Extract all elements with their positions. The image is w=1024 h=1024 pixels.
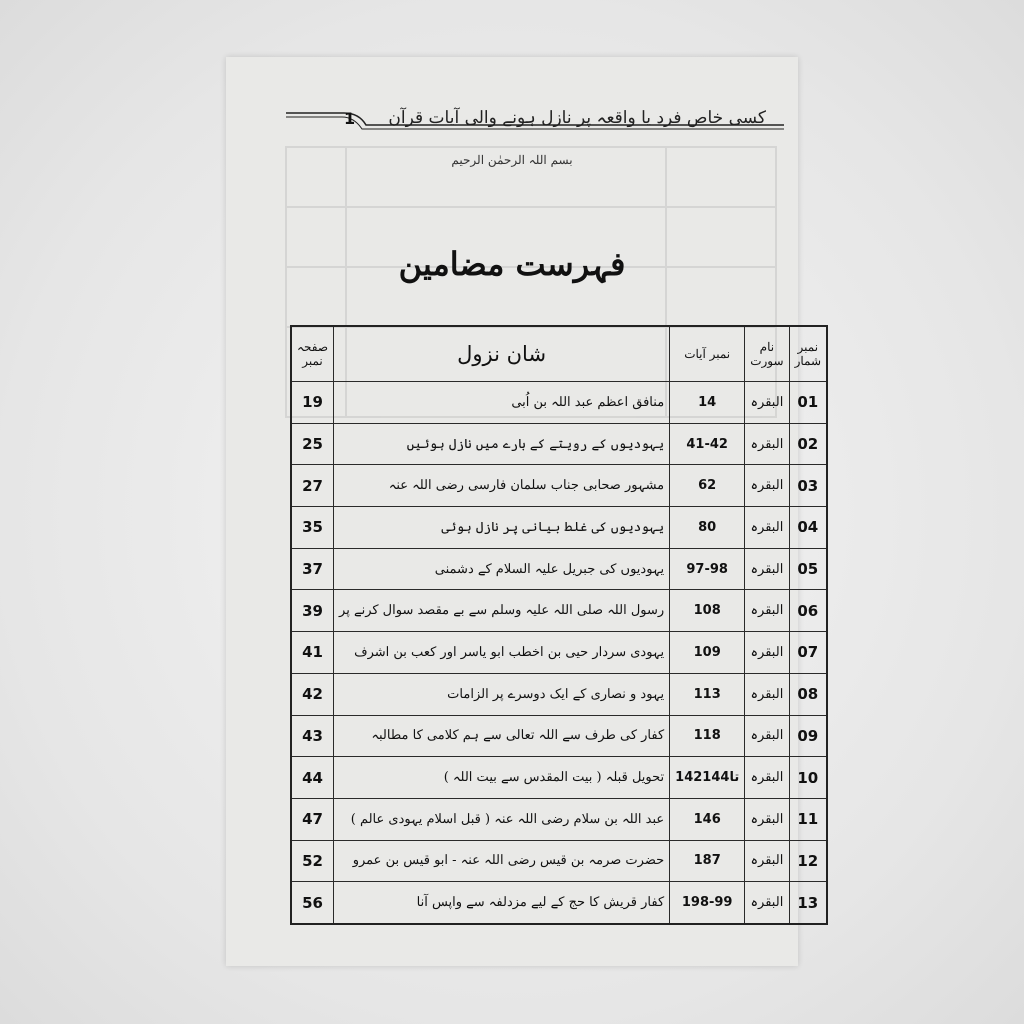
row-description: عبد اللہ بن سلام رضی اللہ عنہ ( قبل اسلام یہودی عالم ) — [334, 798, 670, 840]
row-page-number: 47 — [291, 798, 334, 840]
row-ayat: 97-98 — [670, 548, 745, 590]
header-description: شان نزول — [334, 326, 670, 382]
row-description: کفار کی طرف سے اللہ تعالی سے ہم کلامی کا مطالبہ — [334, 715, 670, 757]
table-row — [291, 382, 827, 424]
row-page-number: 35 — [291, 507, 334, 549]
row-ayat: 198-99 — [670, 882, 745, 924]
row-surah: البقرہ — [745, 548, 789, 590]
row-description: مشہور صحابی جناب سلمان فارسی رضی اللہ عنہ — [334, 465, 670, 507]
row-page-number: 41 — [291, 632, 334, 674]
row-ayat: 14 — [670, 382, 745, 424]
row-ayat: 108 — [670, 590, 745, 632]
page-title: فہرست مضامین — [398, 245, 626, 283]
running-header — [284, 102, 774, 132]
row-serial: 12 — [789, 840, 827, 882]
row-serial: 11 — [789, 798, 827, 840]
header-surah: نام سورت — [745, 326, 789, 382]
contents-table — [290, 325, 828, 925]
row-page-number: 42 — [291, 673, 334, 715]
table-row — [291, 673, 827, 715]
row-description: تحویل قبلہ ( بیت المقدس سے بیت اللہ ) — [334, 757, 670, 799]
row-surah: البقرہ — [745, 632, 789, 674]
row-description: کفار قریش کا حج کے لیے مزدلفہ سے واپس آنا — [334, 882, 670, 924]
row-ayat: 80 — [670, 507, 745, 549]
table-row — [291, 590, 827, 632]
table-row — [291, 757, 827, 799]
row-serial: 02 — [789, 423, 827, 465]
row-serial: 13 — [789, 882, 827, 924]
row-page-number: 27 — [291, 465, 334, 507]
book-page — [226, 57, 822, 966]
table-row — [291, 507, 827, 549]
row-page-number: 43 — [291, 715, 334, 757]
table-header-row — [291, 326, 827, 382]
row-description: منافق اعظم عبد اللہ بن اُبی — [334, 382, 670, 424]
bismillah-calligraphy: بسم اللہ الرحمٰن الرحیم — [451, 153, 573, 167]
row-serial: 07 — [789, 632, 827, 674]
row-description: یہودیوں کے رویتے کے بارے میں نازل ہوئیں — [334, 423, 670, 465]
row-description: یہودیوں کی جبریل علیہ السلام کے دشمنی — [334, 548, 670, 590]
row-serial: 09 — [789, 715, 827, 757]
row-serial: 01 — [789, 382, 827, 424]
table-row — [291, 882, 827, 924]
row-surah: البقرہ — [745, 423, 789, 465]
row-page-number: 19 — [291, 382, 334, 424]
row-serial: 06 — [789, 590, 827, 632]
running-title: کسی خاص فرد یا واقعہ پر نازل ہونے والی آیات قرآن — [388, 107, 766, 128]
row-ayat: 187 — [670, 840, 745, 882]
row-description: یہودی سردار حیی بن اخطب ابو یاسر اور کعب بن اشرف — [334, 632, 670, 674]
header-page: صفحہ نمبر — [291, 326, 334, 382]
row-serial: 04 — [789, 507, 827, 549]
row-surah: البقرہ — [745, 673, 789, 715]
table-row — [291, 840, 827, 882]
row-page-number: 56 — [291, 882, 334, 924]
row-ayat: 118 — [670, 715, 745, 757]
row-page-number: 37 — [291, 548, 334, 590]
table-row — [291, 548, 827, 590]
row-serial: 05 — [789, 548, 827, 590]
table-row — [291, 423, 827, 465]
row-page-number: 39 — [291, 590, 334, 632]
row-page-number: 25 — [291, 423, 334, 465]
page-number: 1 — [344, 109, 356, 128]
row-ayat: 62 — [670, 465, 745, 507]
row-serial: 03 — [789, 465, 827, 507]
row-surah: البقرہ — [745, 507, 789, 549]
row-description: رسول اللہ صلی اللہ علیہ وسلم سے بے مقصد سوال کرنے پر — [334, 590, 670, 632]
row-ayat: 41-42 — [670, 423, 745, 465]
row-surah: البقرہ — [745, 757, 789, 799]
row-page-number: 44 — [291, 757, 334, 799]
row-surah: البقرہ — [745, 840, 789, 882]
table-row — [291, 798, 827, 840]
header-ayat: نمبر آیات — [670, 326, 745, 382]
row-ayat: 142تا144 — [670, 757, 745, 799]
row-ayat: 113 — [670, 673, 745, 715]
row-surah: البقرہ — [745, 382, 789, 424]
row-page-number: 52 — [291, 840, 334, 882]
row-serial: 08 — [789, 673, 827, 715]
header-serial: نمبر شمار — [789, 326, 827, 382]
table-row — [291, 465, 827, 507]
table-row — [291, 715, 827, 757]
row-description: یہودیوں کی غلط بیانی پر نازل ہوئی — [334, 507, 670, 549]
table-body — [291, 382, 827, 925]
row-surah: البقرہ — [745, 590, 789, 632]
row-description: یہود و نصاری کے ایک دوسرے پر الزامات — [334, 673, 670, 715]
row-description: حضرت صرمہ بن قیس رضی اللہ عنہ - ابو قیس بن عمرو — [334, 840, 670, 882]
table-row — [291, 632, 827, 674]
row-ayat: 146 — [670, 798, 745, 840]
row-serial: 10 — [789, 757, 827, 799]
row-surah: البقرہ — [745, 715, 789, 757]
row-surah: البقرہ — [745, 798, 789, 840]
row-surah: البقرہ — [745, 882, 789, 924]
row-surah: البقرہ — [745, 465, 789, 507]
row-ayat: 109 — [670, 632, 745, 674]
